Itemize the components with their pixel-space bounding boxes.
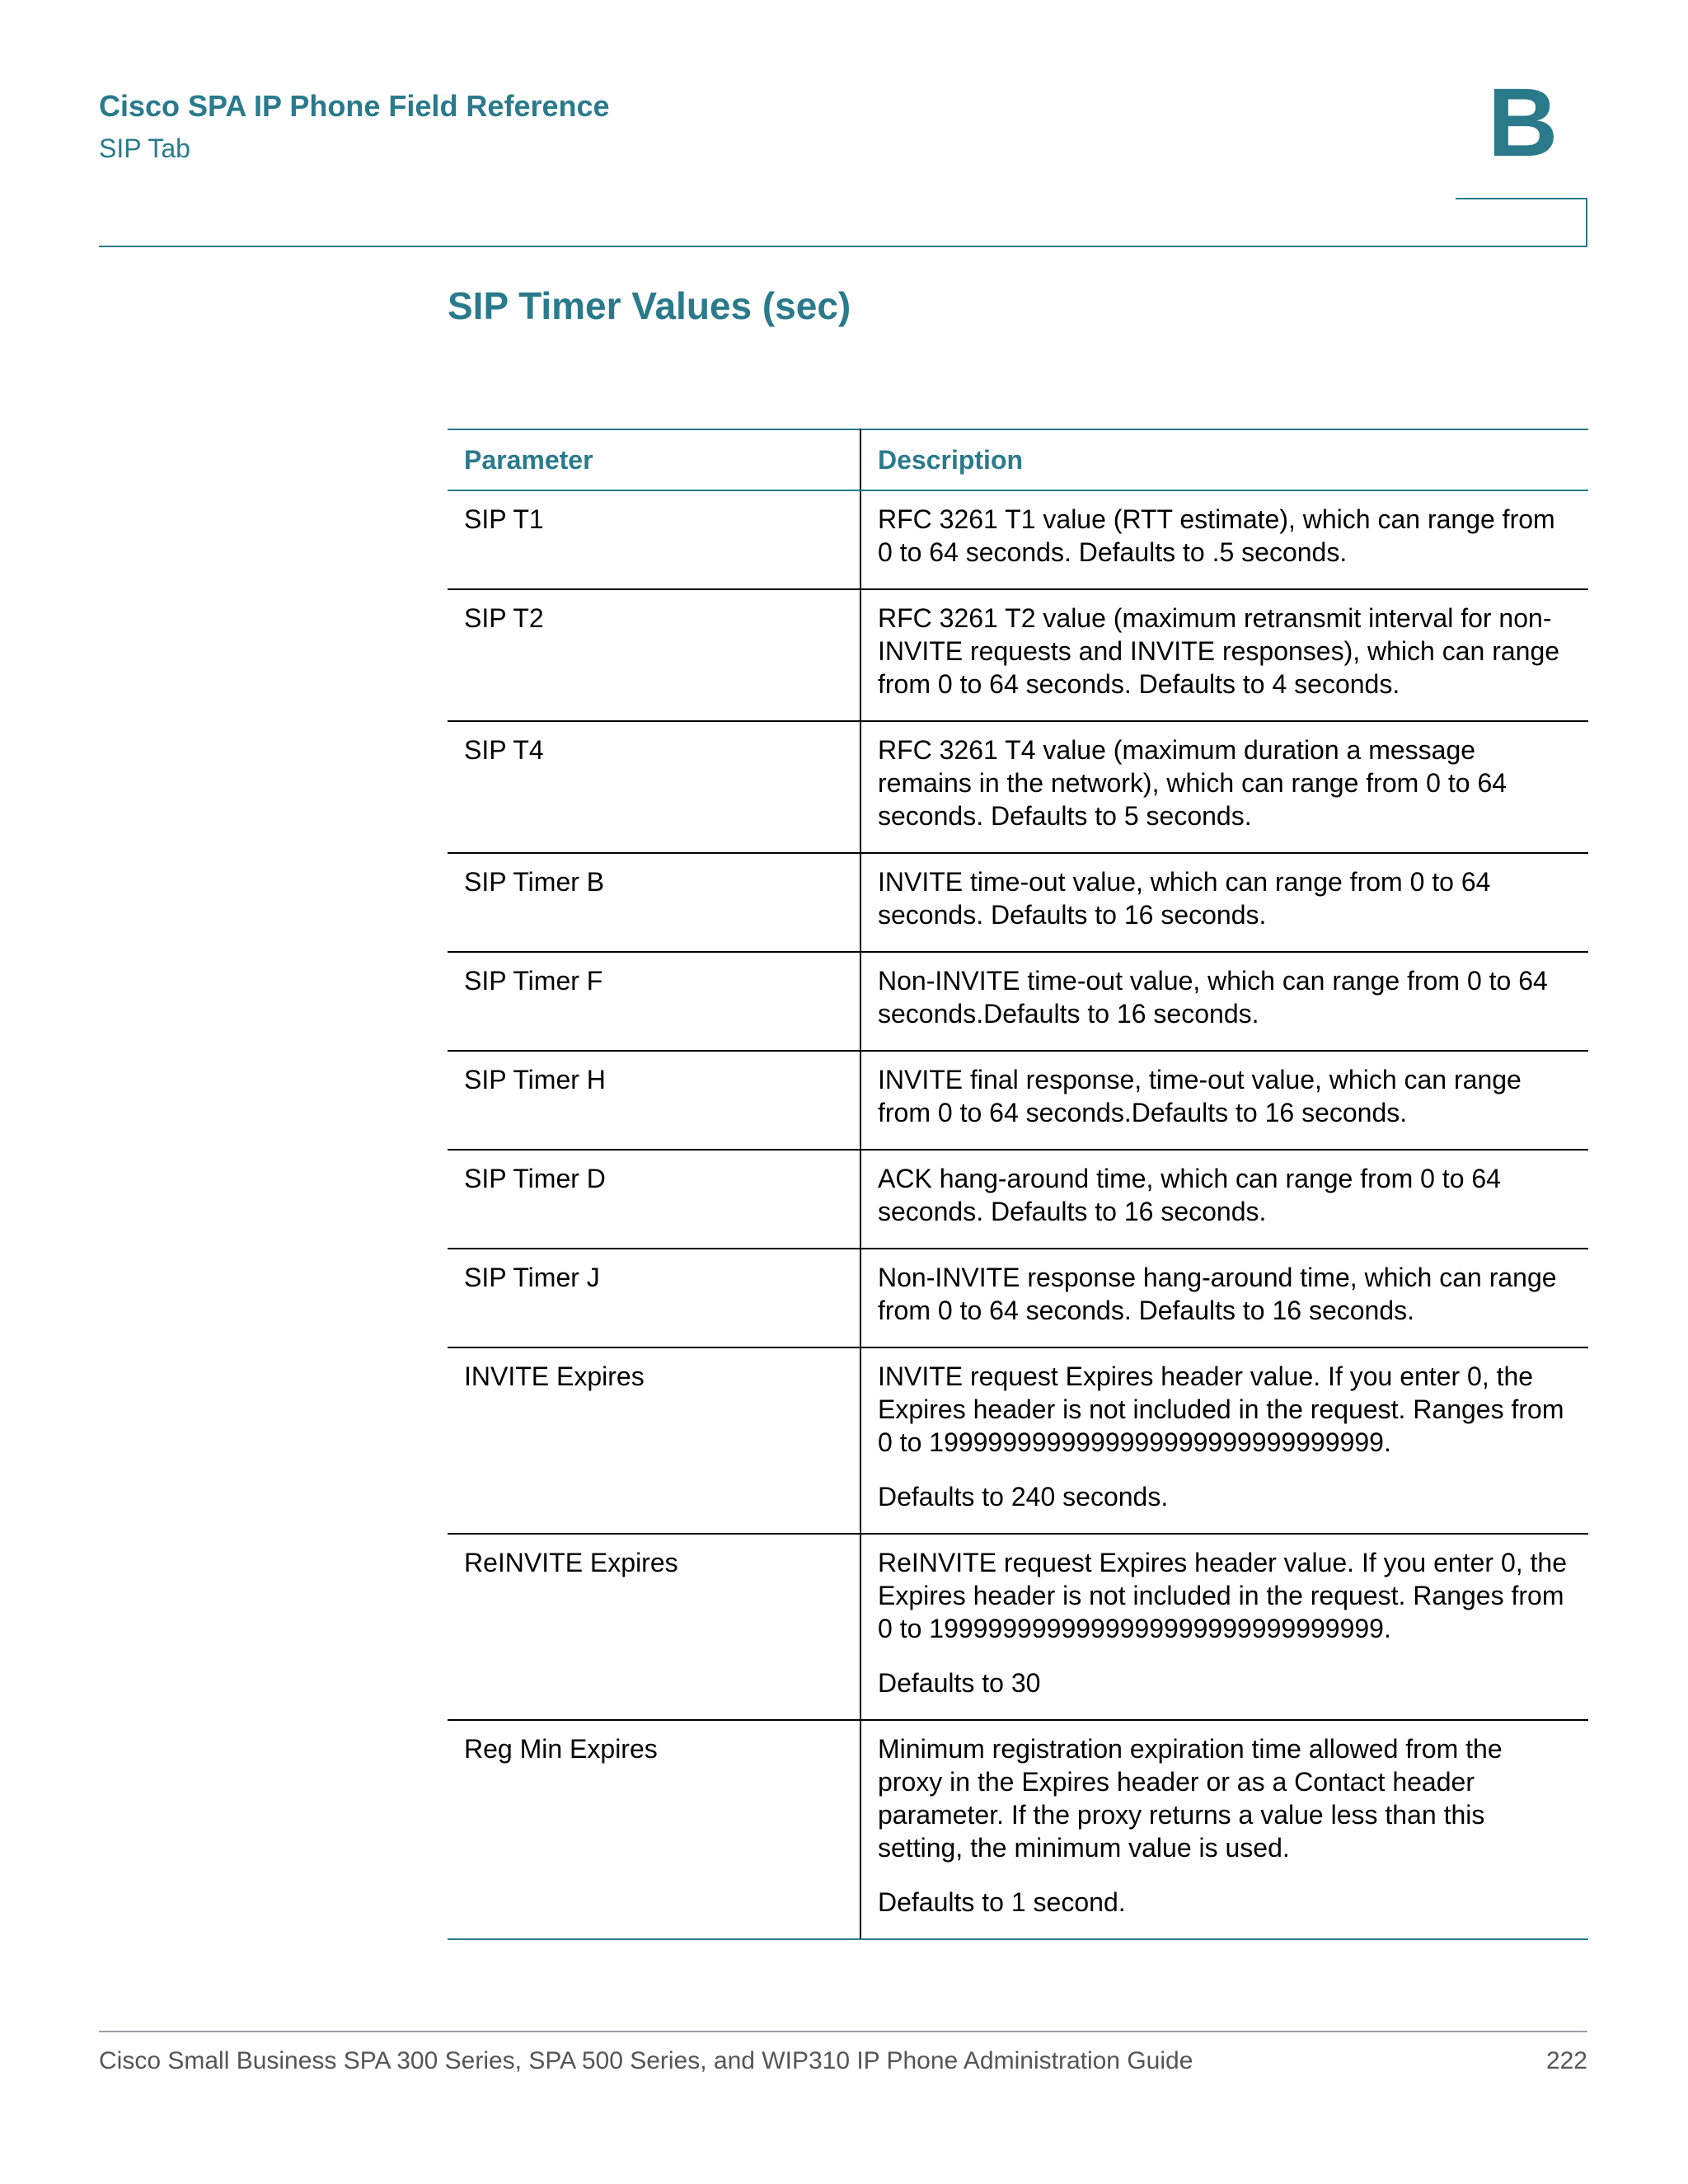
- description-paragraph: Defaults to 1 second.: [878, 1887, 1126, 1917]
- parameter-cell: INVITE Expires: [448, 1347, 860, 1534]
- description-cell: [860, 952, 1588, 1051]
- description-paragraph: INVITE time-out value, which can range from 0 to 64 seconds. Defaults to 16 seconds.: [878, 867, 1491, 930]
- description-cell: [860, 1051, 1588, 1150]
- timer-values-table: [448, 429, 1588, 1940]
- running-header-title: Cisco SPA IP Phone Field Reference: [99, 89, 610, 123]
- description-paragraph: Non-INVITE response hang-around time, which can range from 0 to 64 seconds. Defaults to 16 seconds.: [878, 1263, 1557, 1325]
- running-header-subtitle: SIP Tab: [99, 134, 190, 163]
- description-paragraph: RFC 3261 T4 value (maximum duration a message remains in the network), which can range from 0 to 64 seconds. Defaults to 5 seconds.: [878, 735, 1507, 831]
- appendix-tab-frame: [1456, 198, 1587, 246]
- parameter-cell: SIP Timer J: [448, 1249, 860, 1347]
- table-row: [448, 589, 1588, 721]
- description-paragraph: Defaults to 240 seconds.: [878, 1482, 1169, 1511]
- description-cell: [860, 1720, 1588, 1939]
- table-row: [448, 1051, 1588, 1150]
- table-row: [448, 1534, 1588, 1720]
- parameter-cell: SIP Timer F: [448, 952, 860, 1051]
- column-header-parameter: Parameter: [448, 429, 860, 490]
- table-row: [448, 1720, 1588, 1939]
- description-paragraph: Non-INVITE time-out value, which can range from 0 to 64 seconds.Defaults to 16 seconds.: [878, 966, 1548, 1029]
- description-cell: [860, 1249, 1588, 1347]
- description-cell: [860, 1150, 1588, 1249]
- description-paragraph: Minimum registration expiration time allowed from the proxy in the Expires header or as a Contact header parameter. If the proxy returns a value less than this setting, the minimum value is used.: [878, 1734, 1503, 1863]
- parameter-cell: SIP Timer H: [448, 1051, 860, 1150]
- description-paragraph: Defaults to 30: [878, 1668, 1041, 1698]
- parameter-cell: Reg Min Expires: [448, 1720, 860, 1939]
- description-paragraph: ReINVITE request Expires header value. If you enter 0, the Expires header is not included in the request. Ranges from 0 to 1999999999999999999999999999999.: [878, 1548, 1567, 1643]
- column-header-description: Description: [860, 429, 1588, 490]
- table-row: [448, 1249, 1588, 1347]
- table-row: [448, 490, 1588, 589]
- description-cell: [860, 1347, 1588, 1534]
- description-cell: [860, 721, 1588, 853]
- parameter-cell: SIP Timer D: [448, 1150, 860, 1249]
- description-cell: [860, 853, 1588, 952]
- description-paragraph: RFC 3261 T1 value (RTT estimate), which can range from 0 to 64 seconds. Defaults to .5 seconds.: [878, 504, 1555, 567]
- description-paragraph: INVITE final response, time-out value, which can range from 0 to 64 seconds.Defaults to 16 seconds.: [878, 1065, 1522, 1127]
- footer-divider: [99, 2031, 1587, 2032]
- table-row: [448, 721, 1588, 853]
- section-title: SIP Timer Values (sec): [448, 284, 851, 327]
- table-row: [448, 952, 1588, 1051]
- description-paragraph: INVITE request Expires header value. If you enter 0, the Expires header is not included in the request. Ranges from 0 to 1999999999999999999999999999999.: [878, 1361, 1564, 1457]
- header-divider: [99, 246, 1587, 247]
- description-cell: [860, 1534, 1588, 1720]
- description-paragraph: RFC 3261 T2 value (maximum retransmit interval for non-INVITE requests and INVITE responses), which can range from 0 to 64 seconds. Defaults to 4 seconds.: [878, 603, 1560, 699]
- description-cell: [860, 490, 1588, 589]
- description-cell: [860, 589, 1588, 721]
- table-body: [448, 490, 1588, 1939]
- table-row: [448, 1150, 1588, 1249]
- parameter-cell: ReINVITE Expires: [448, 1534, 860, 1720]
- parameter-cell: SIP T1: [448, 490, 860, 589]
- table-header-row: [448, 429, 1588, 490]
- page-number: 222: [1545, 2047, 1587, 2074]
- parameter-cell: SIP Timer B: [448, 853, 860, 952]
- parameter-cell: SIP T2: [448, 589, 860, 721]
- footer-guide-title: Cisco Small Business SPA 300 Series, SPA 500 Series, and WIP310 IP Phone Administration Guide: [99, 2047, 1193, 2074]
- appendix-letter: B: [1488, 68, 1559, 177]
- description-paragraph: ACK hang-around time, which can range from 0 to 64 seconds. Defaults to 16 seconds.: [878, 1164, 1501, 1226]
- table-row: [448, 1347, 1588, 1534]
- parameter-cell: SIP T4: [448, 721, 860, 853]
- table-row: [448, 853, 1588, 952]
